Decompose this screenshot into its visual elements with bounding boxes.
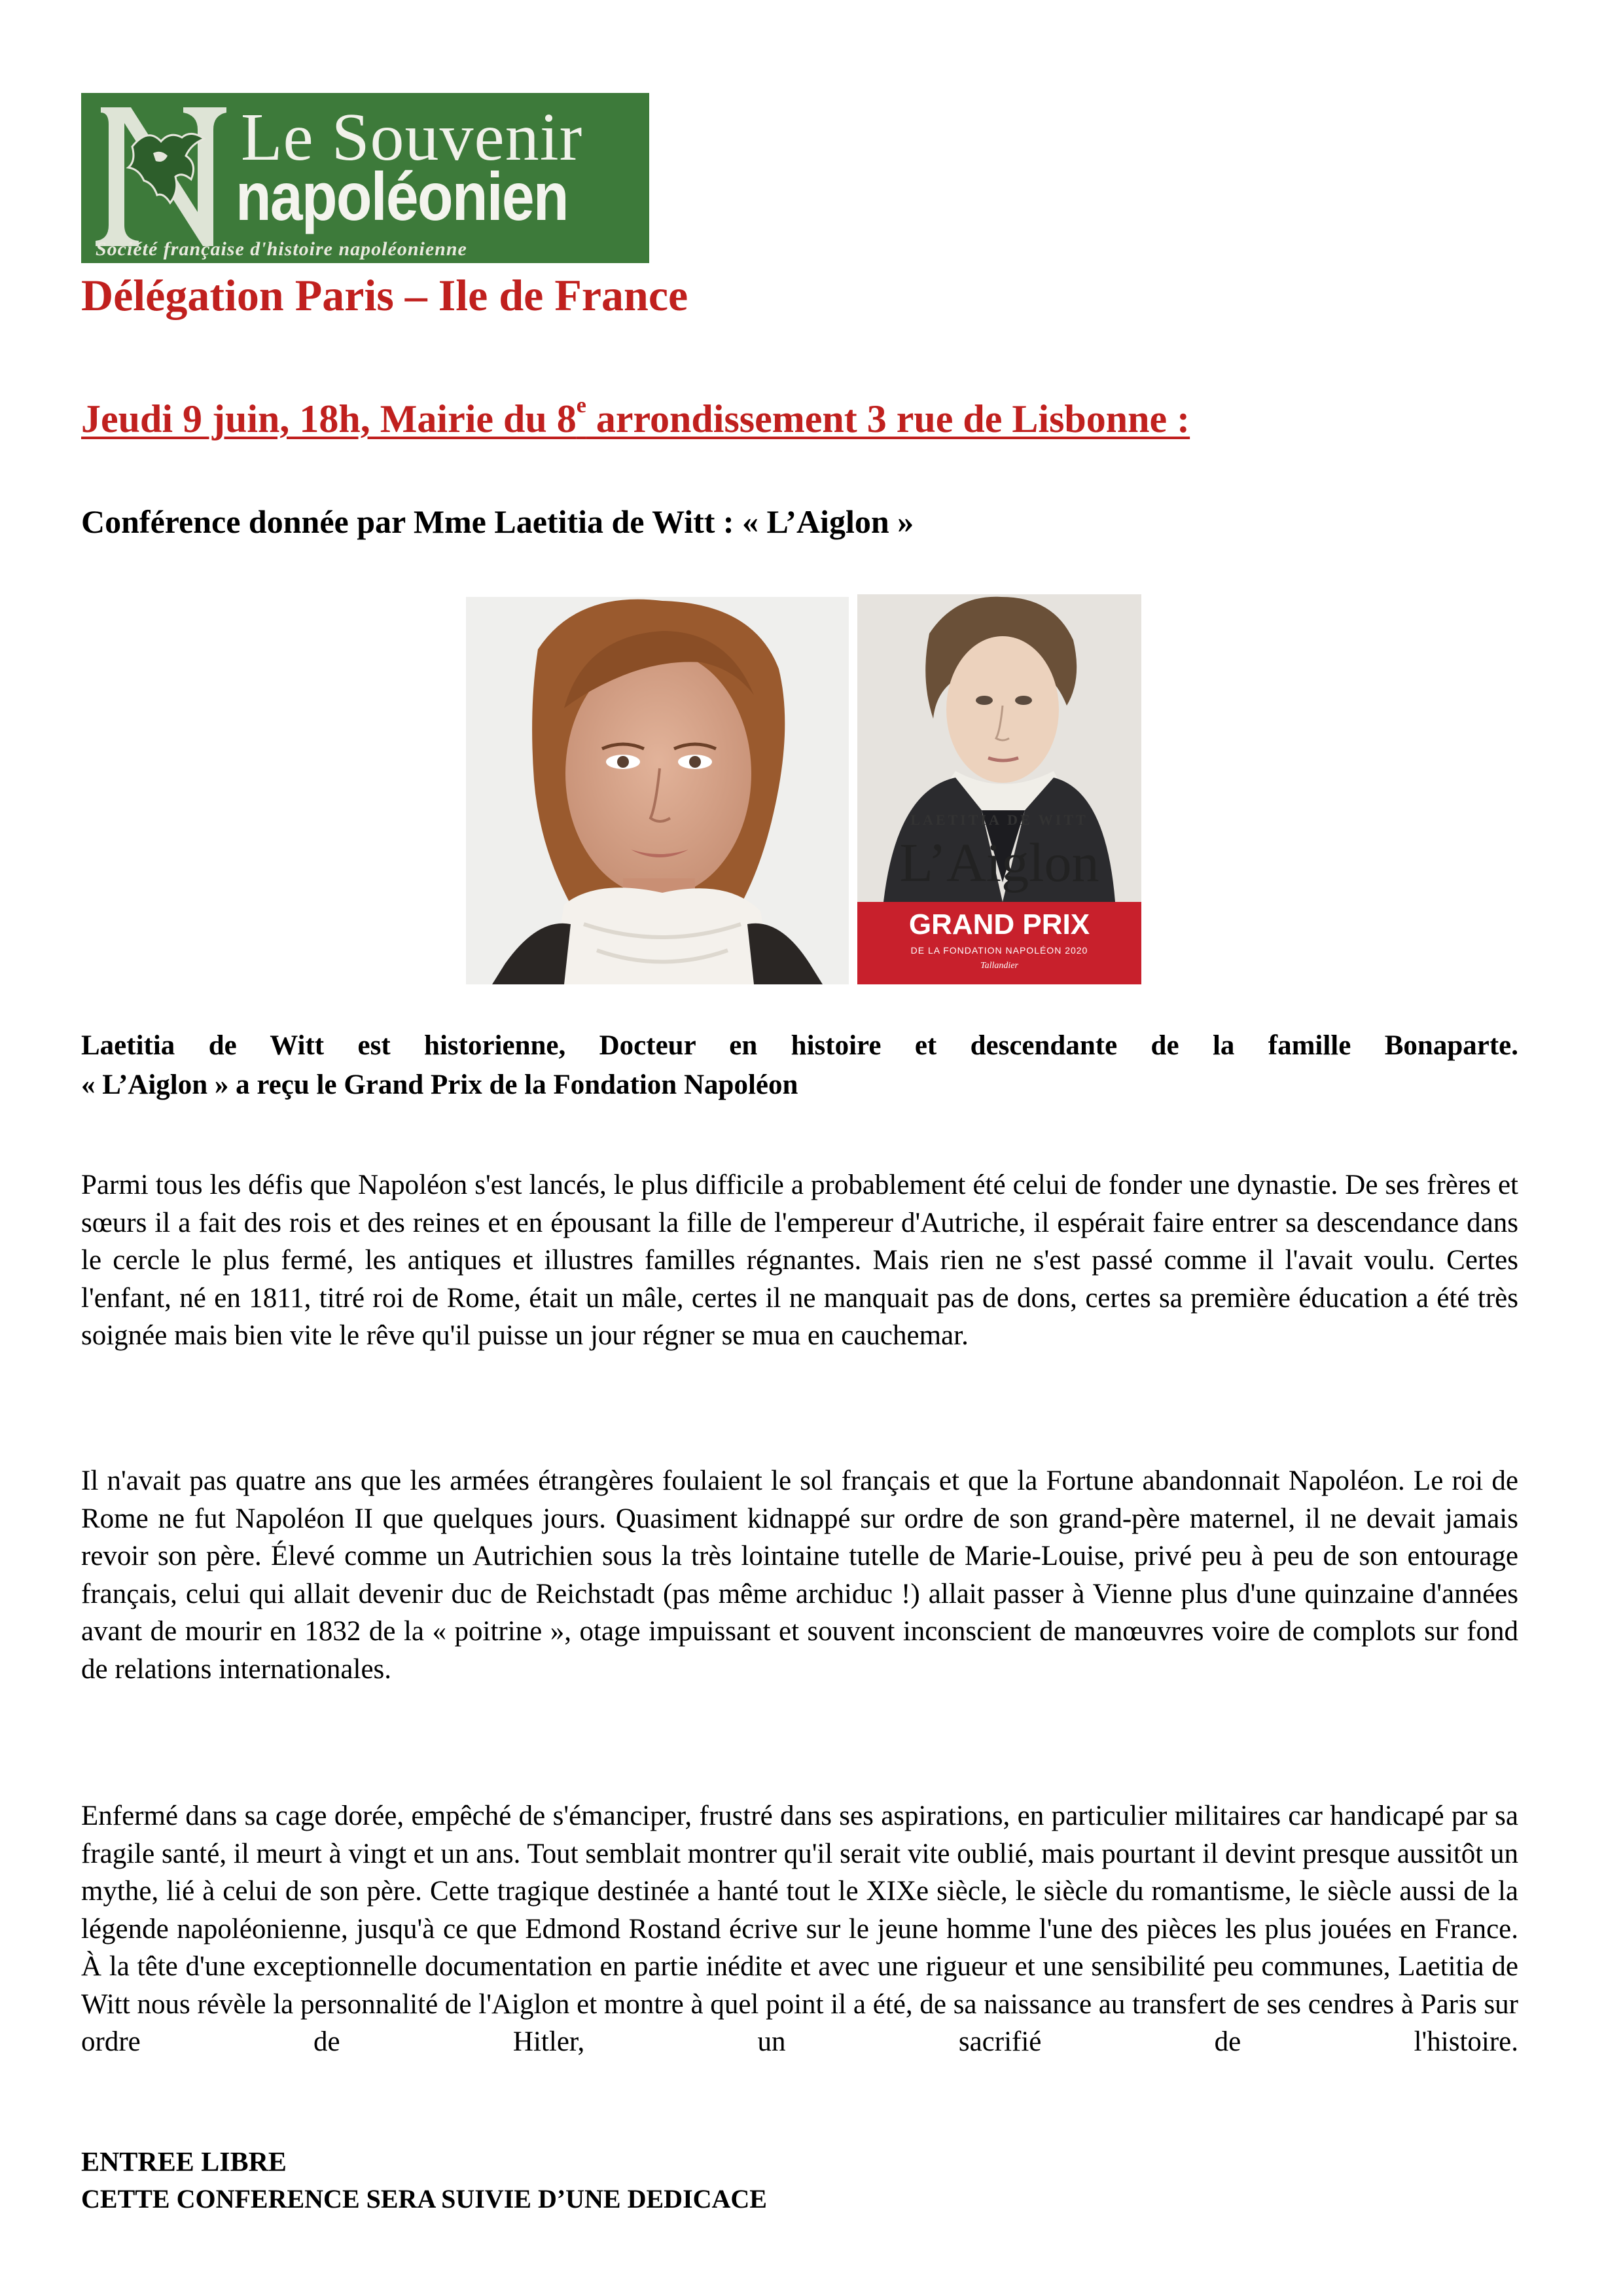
event-text-start: Jeudi 9 juin, 18h, Mairie du 8: [81, 397, 577, 440]
book-cover-laiglon: [857, 594, 1141, 984]
conference-title: Conférence donnée par Mme Laetitia de Witt : « L’Aiglon »: [81, 503, 914, 540]
book-publisher: Tallandier: [980, 961, 1018, 971]
event-date-location: [81, 393, 1190, 442]
book-prize-label: GRAND PRIX: [908, 908, 1090, 941]
book-prize-subtitle: DE LA FONDATION NAPOLÉON 2020: [910, 945, 1088, 956]
portrait-illustration: [466, 597, 849, 984]
body-paragraph-3b: À la tête d'une exceptionnelle documentation en partie inédite et avec une rigueur et une sensibilité peu communes, Laetitia de Witt nous révèle la personnalité de l'Aiglon et montre à quel point il a été, de sa naissance au transfert de ses cendres à Paris sur ordre de Hitler, un sacrifié de l'histoire.: [81, 1951, 1518, 2057]
delegation-heading: Délégation Paris – Ile de France: [81, 270, 688, 320]
book-author: LAETITIA DE WITT: [910, 812, 1088, 828]
book-title: L’Aiglon: [899, 833, 1099, 893]
body-paragraph-3: [81, 1797, 1518, 2061]
body-paragraph-2: Il n'avait pas quatre ans que les armées étrangères foulaient le sol français et que la Fortune abandonnait Napoléon. Le roi de Rome ne fut Napoléon II que quelques jours. Quasiment kidnappé sur ordre de son grand-père maternel, il ne devait jamais revoir son père. Élevé comme un Autrichien sous la très lointaine tutelle de Marie-Louise, privé peu à peu de son entourage français, celui qui allait devenir duc de Reichstadt (pas même archiduc !) allait passer à Vienne plus d'une quinzaine d'années avant de mourir en 1832 de la « poitrine », otage impuissant et souvent inconscient de manœuvres voire de complots sur fond de relations internationales.: [81, 1465, 1518, 1685]
speaker-intro: [81, 1026, 1518, 1105]
logo-tagline: Société française d'histoire napoléonienne: [96, 238, 467, 260]
logo-title-line2: napoléonien: [236, 159, 568, 235]
event-text-end: arrondissement 3 rue de Lisbonne :: [586, 397, 1190, 440]
logo-title-line1: Le Souvenir: [241, 99, 583, 175]
body-paragraph-3a: Enfermé dans sa cage dorée, empêché de s'émanciper, frustré dans ses aspirations, en particulier militaires car handicapé par sa fragile santé, il meurt à vingt et un ans. Tout semblait montrer qu'il serait vite oublié, mais pourtant il devint presque aussitôt un mythe, lié à celui de son père. Cette tragique destinée a hanté tout le XIXe siècle, le siècle du romantisme, le siècle aussi de la légende napoléonienne, jusqu'à ce que Edmond Rostand écrive sur le jeune homme l'une des pièces les plus jouées en France.: [81, 1801, 1518, 1945]
free-entry-notice: ENTREE LIBRE: [81, 2147, 287, 2178]
book-signing-notice: CETTE CONFERENCE SERA SUIVIE D’UNE DEDICACE: [81, 2184, 767, 2214]
event-superscript: e: [576, 393, 586, 418]
intro-line-1: Laetitia de Witt est historienne, Docteur en histoire et descendante de la famille Bonaparte.: [81, 1030, 1518, 1061]
body-paragraph-1: Parmi tous les défis que Napoléon s'est lancés, le plus difficile a probablement été celui de fonder une dynastie. De ses frères et sœurs il a fait des rois et des reines et en épousant la fille de l'empereur d'Autriche, il espérait faire entrer sa descendance dans le cercle le plus fermé, les antiques et illustres familles régnantes. Mais rien ne s'est passé comme il l'avait voulu. Certes l'enfant, né en 1811, titré roi de Rome, était un mâle, certes il ne manquait pas de dons, certes sa première éducation a été très soignée mais bien vite le rêve qu'il puisse un jour régner se mua en cauchemar.: [81, 1170, 1518, 1351]
speaker-portrait-photo: [466, 597, 849, 984]
intro-line-2: « L’Aiglon » a reçu le Grand Prix de la Fondation Napoléon: [81, 1069, 798, 1100]
souvenir-napoleonien-logo: [81, 93, 649, 263]
eagle-n-emblem-icon: [93, 101, 230, 251]
